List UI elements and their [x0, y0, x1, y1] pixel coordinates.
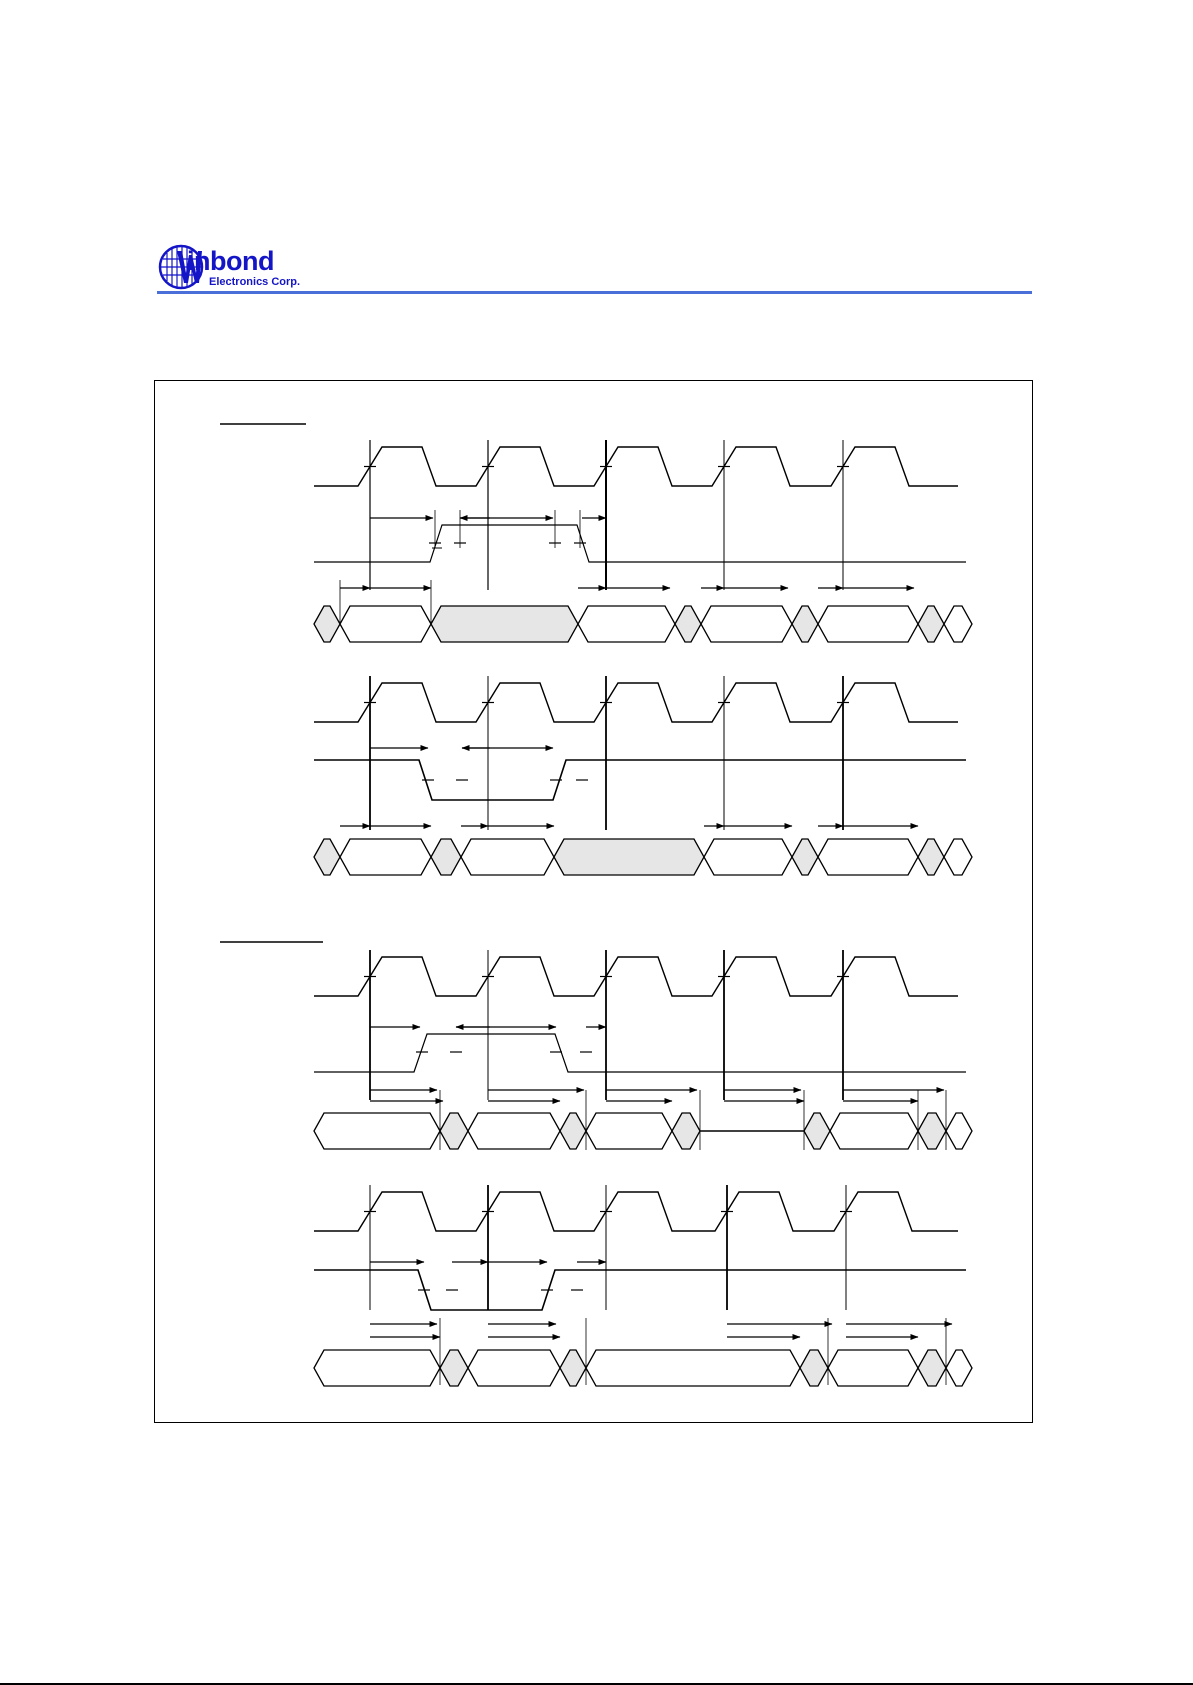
data-bus-cell: [340, 839, 431, 875]
data-bus-cell: [314, 1350, 440, 1386]
data-bus-cell: [830, 1113, 918, 1149]
data-bus-cell: [461, 839, 554, 875]
data-bus-cell: [818, 839, 918, 875]
data-bus-cell: [340, 606, 431, 642]
data-bus-cell: [578, 606, 675, 642]
data-bus-cell: [314, 1113, 440, 1149]
data-bus-cell: [918, 606, 944, 642]
logo-wordmark: inbond: [187, 246, 274, 276]
data-bus-cell: [944, 839, 972, 875]
data-bus-cell: [800, 1350, 828, 1386]
data-bus-cell: [946, 1113, 972, 1149]
data-bus-cell: [560, 1113, 586, 1149]
data-bus-cell: [554, 839, 704, 875]
data-bus-cell: [918, 839, 944, 875]
data-bus-cell: [918, 1113, 946, 1149]
data-bus-cell: [431, 839, 461, 875]
data-bus-cell: [704, 839, 792, 875]
data-bus-cell: [675, 606, 701, 642]
data-bus-cell: [440, 1113, 468, 1149]
clock-waveform: [314, 1192, 958, 1231]
control-signal: [314, 1034, 966, 1072]
data-bus-cell: [468, 1113, 560, 1149]
data-bus-cell: [440, 1350, 468, 1386]
data-bus-cell: [314, 606, 340, 642]
data-bus-cell: [818, 606, 918, 642]
data-bus-cell: [792, 606, 818, 642]
clock-waveform: [314, 447, 958, 486]
control-signal: [314, 525, 966, 562]
data-bus-cell: [672, 1113, 700, 1149]
data-bus-cell: [560, 1350, 586, 1386]
data-bus-cell: [792, 839, 818, 875]
data-bus-cell: [918, 1350, 946, 1386]
data-bus-cell: [586, 1113, 672, 1149]
data-bus-cell: [804, 1113, 830, 1149]
data-bus-cell: [468, 1350, 560, 1386]
data-bus-cell: [946, 1350, 972, 1386]
clock-waveform: [314, 957, 958, 996]
control-signal: [314, 1270, 966, 1310]
control-signal: [314, 760, 966, 800]
data-bus-cell: [701, 606, 792, 642]
logo-subtitle: Electronics Corp.: [209, 276, 301, 288]
data-bus-cell: [586, 1350, 800, 1386]
data-bus-cell: [431, 606, 578, 642]
data-bus-cell: [944, 606, 972, 642]
data-bus-cell: [828, 1350, 918, 1386]
clock-waveform: [314, 683, 958, 722]
data-bus-cell: [314, 839, 340, 875]
